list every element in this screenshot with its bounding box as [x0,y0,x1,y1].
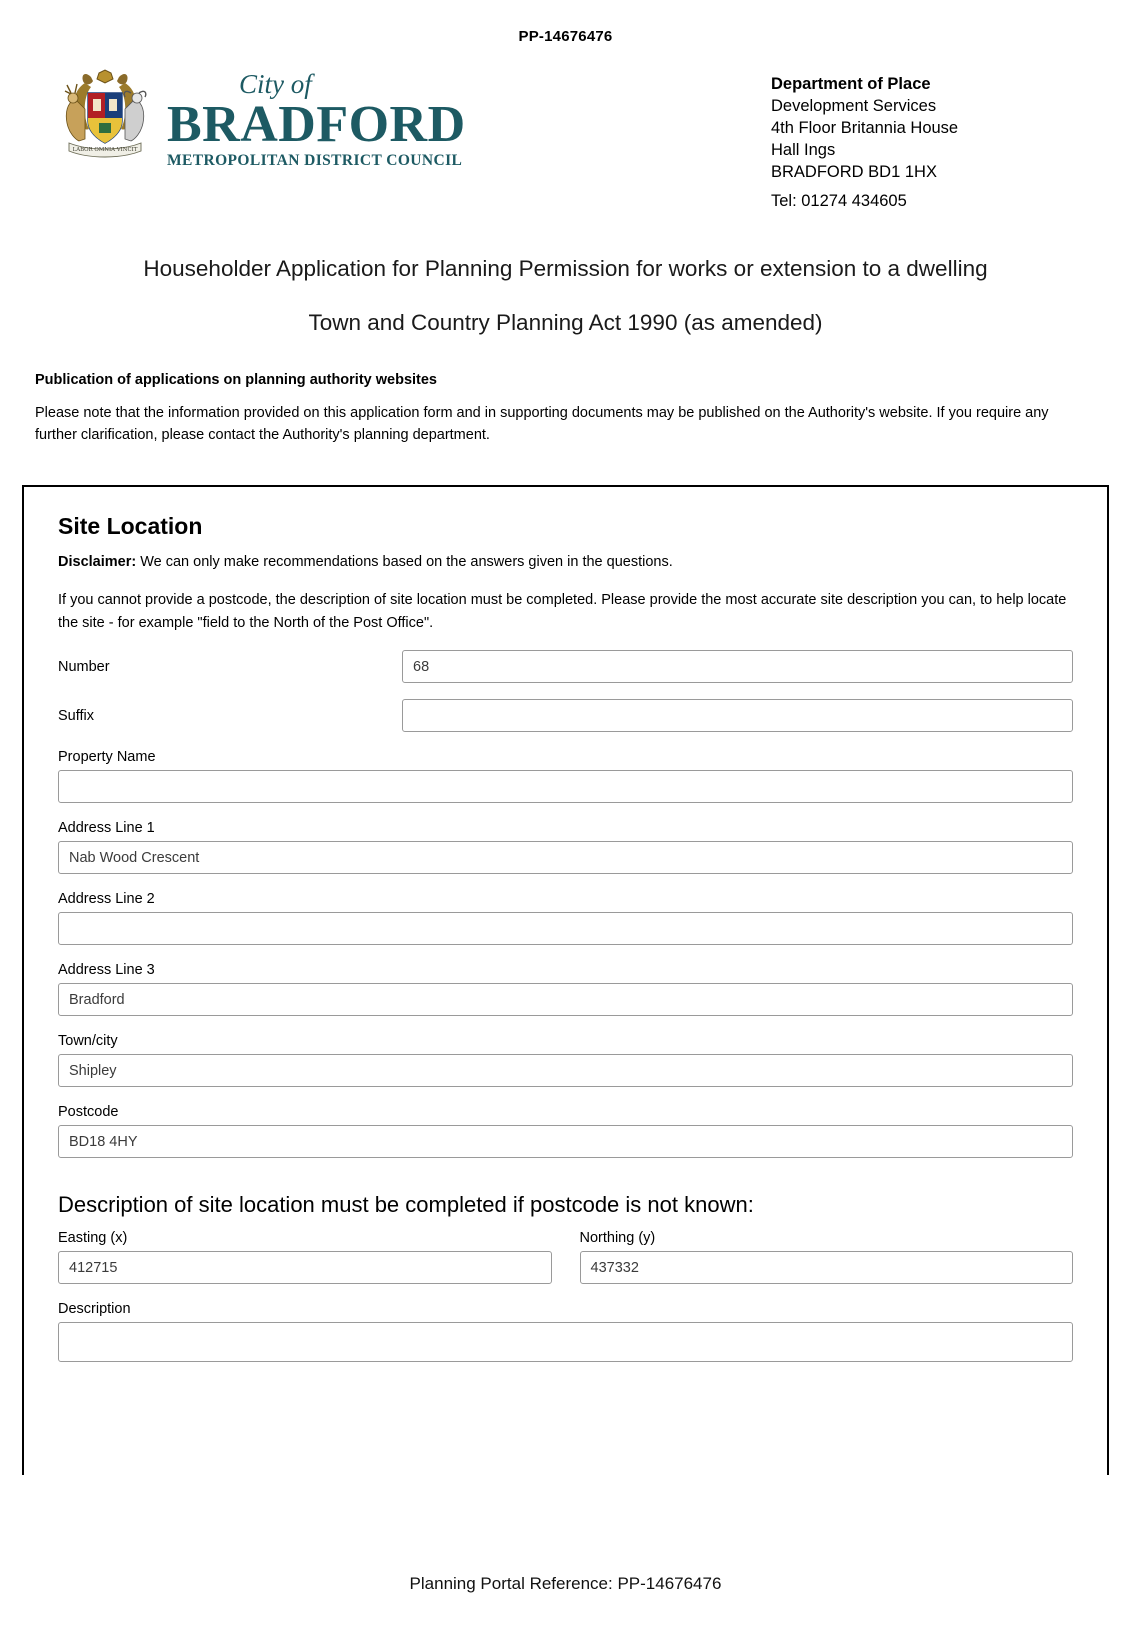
department-line-3: Hall Ings [771,141,836,160]
town-city-label: Town/city [58,1033,118,1050]
department-telephone: Tel: 01274 434605 [771,191,907,210]
section-title: Site Location [58,512,203,539]
suffix-input[interactable] [402,699,1073,732]
number-label: Number [58,658,110,675]
document-header [0,45,1131,212]
wordmark-metropolitan: METROPOLITAN DISTRICT COUNCIL [167,152,463,170]
disclaimer-text: We can only make recommendations based on the answers given in the questions. [136,553,673,570]
easting-label: Easting (x) [58,1230,128,1247]
postcode-input[interactable]: BD18 4HY [58,1125,1073,1158]
address-line-3-input[interactable]: Bradford [58,983,1073,1016]
description-input[interactable] [58,1322,1073,1362]
coat-of-arms-icon [55,69,155,161]
property-name-label: Property Name [58,749,156,766]
department-title: Department of Place [771,75,931,93]
address-line-1-label: Address Line 1 [58,820,155,837]
address-line-2-label: Address Line 2 [58,891,155,908]
page-title: Householder Application for Planning Permission for works or extension to a dwelling [143,255,988,281]
department-line-4: BRADFORD BD1 1HX [771,163,937,182]
top-reference: PP-14676476 [518,28,613,45]
site-location-section [22,485,1109,1475]
wordmark-bradford: BRADFORD [167,96,466,153]
description-heading: Description of site location must be completed if postcode is not known: [58,1192,754,1218]
suffix-row [58,699,1073,732]
guidance-text: If you cannot provide a postcode, the description of site location must be completed. Please provide the most accurate site description you can, to help locate the site - for example "field to the North of the Post Office". [58,592,1067,631]
council-wordmark [167,71,466,169]
address-line-3-label: Address Line 3 [58,962,155,979]
northing-input[interactable]: 437332 [580,1251,1074,1284]
number-input[interactable]: 68 [402,650,1073,683]
document-page [0,28,1131,1628]
council-logo [55,67,466,169]
number-row [58,650,1073,683]
disclaimer [58,552,1073,574]
property-name-input[interactable] [58,770,1073,803]
town-city-input[interactable]: Shipley [58,1054,1073,1087]
suffix-label: Suffix [58,707,95,724]
publication-heading: Publication of applications on planning authority websites [35,371,437,388]
coordinates-row [58,1224,1073,1284]
department-line-2: 4th Floor Britannia House [771,119,959,138]
department-address [771,67,1071,212]
easting-input[interactable]: 412715 [58,1251,552,1284]
wordmark-city-of: City of [239,69,312,99]
page-subtitle: Town and Country Planning Act 1990 (as amended) [308,309,823,335]
northing-label: Northing (y) [579,1230,656,1247]
footer-reference: Planning Portal Reference: PP-14676476 [409,1574,722,1593]
disclaimer-label: Disclaimer: [58,553,137,570]
svg-text:LABOR OMNIA VINCIT: LABOR OMNIA VINCIT [72,147,138,153]
address-line-2-input[interactable] [58,912,1073,945]
description-label: Description [58,1301,131,1318]
publication-text: Please note that the information provided on this application form and in supporting documents may be published on the Authority's website. If you require any further clarification, please contact the Authority's planning department. [35,404,1049,444]
department-line-1: Development Services [771,97,937,116]
postcode-label: Postcode [58,1104,119,1121]
address-line-1-input[interactable]: Nab Wood Crescent [58,841,1073,874]
